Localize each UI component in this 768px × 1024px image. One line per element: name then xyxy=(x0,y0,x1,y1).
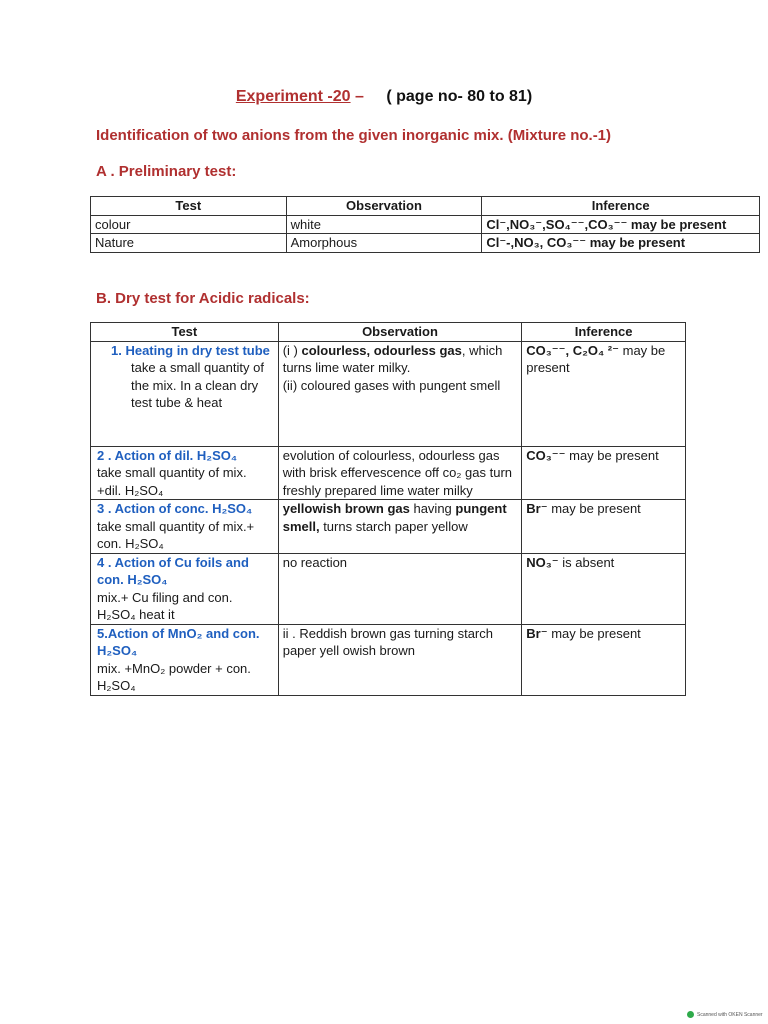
scanner-watermark xyxy=(687,1011,763,1018)
preliminary-test-table xyxy=(90,196,760,253)
cell-observation xyxy=(278,500,522,554)
test-title: 4 . Action of Cu foils and con. H₂SO₄ xyxy=(97,554,249,587)
table-row xyxy=(91,234,760,253)
cell-test xyxy=(91,341,279,446)
page-range: ( page no- 80 to 81) xyxy=(386,88,533,105)
test-title: 1. Heating in dry test tube xyxy=(111,342,270,358)
cell-test xyxy=(91,446,279,500)
table-header-row xyxy=(91,197,760,216)
table-row xyxy=(91,500,686,554)
header-observation: Observation xyxy=(286,197,482,216)
cell-test xyxy=(91,500,279,554)
title-dash: – xyxy=(350,88,364,105)
obs-bold: yellowish brown gas xyxy=(282,501,410,516)
test-body: mix. +MnO₂ powder + con. H₂SO₄ xyxy=(97,660,251,693)
obs-text: (i ) xyxy=(282,342,302,358)
test-title: 2 . Action of dil. H₂SO₄ xyxy=(97,447,238,463)
inf-bold: NO₃⁻ xyxy=(526,554,559,570)
scanner-logo-icon xyxy=(687,1011,694,1018)
inf-bold: CO₃⁻⁻ xyxy=(526,447,566,463)
cell-inference xyxy=(522,624,686,695)
cell-test xyxy=(91,553,279,624)
section-b-heading: B. Dry test for Acidic radicals: xyxy=(96,290,310,307)
header-test: Test xyxy=(91,323,279,342)
experiment-title: Experiment -20 xyxy=(235,88,351,105)
cell-observation: no reaction xyxy=(278,553,522,624)
cell-observation xyxy=(278,341,522,446)
obs-text: (ii) coloured gases with pungent smell xyxy=(282,377,501,393)
test-body: take small quantity of mix.+ con. H₂SO₄ xyxy=(97,518,255,551)
test-title: 3 . Action of conc. H₂SO₄ xyxy=(97,501,253,516)
scanner-text: Scanned with OKEN Scanner xyxy=(697,1011,763,1018)
cell-observation: ii . Reddish brown gas turning starch paper yell owish brown xyxy=(278,624,522,695)
cell-test: colour xyxy=(91,215,287,234)
cell-test xyxy=(91,624,279,695)
test-body: mix.+ Cu filing and con. H₂SO₄ heat it xyxy=(97,589,233,622)
inf-bold: CO₃⁻⁻, C₂O₄ ²⁻ xyxy=(526,342,619,358)
header-inference: Inference xyxy=(522,323,686,342)
header-observation: Observation xyxy=(278,323,522,342)
table-header-row xyxy=(91,323,686,342)
test-body: take small quantity of mix. +dil. H₂SO₄ xyxy=(97,465,247,498)
table-row xyxy=(91,624,686,695)
cell-inference xyxy=(522,446,686,500)
cell-inference: Cl⁻,NO₃⁻,SO₄⁻⁻,CO₃⁻⁻ may be present xyxy=(482,215,760,234)
cell-inference xyxy=(522,553,686,624)
header-test: Test xyxy=(91,197,287,216)
cell-observation: evolution of colourless, odourless gas with brisk effervescence off co₂ gas turn freshly prepared lime water milky xyxy=(278,446,522,500)
header-inference: Inference xyxy=(482,197,760,216)
cell-test: Nature xyxy=(91,234,287,253)
obs-text: having xyxy=(409,501,456,516)
inf-bold: Br⁻ xyxy=(526,501,548,516)
experiment-subtitle: Identification of two anions from the given inorganic mix. (Mixture no.-1) xyxy=(96,127,612,144)
inf-bold: Br⁻ xyxy=(526,625,548,641)
inf-text: may be present xyxy=(565,447,659,463)
test-title: 5.Action of MnO₂ and con. H₂SO₄ xyxy=(97,625,260,658)
test-body: take a small quantity of the mix. In a clean dry test tube & heat xyxy=(131,360,264,410)
section-a-heading: A . Preliminary test: xyxy=(96,163,237,180)
cell-observation: white xyxy=(286,215,482,234)
obs-text: turns starch paper yellow xyxy=(319,518,468,534)
cell-inference xyxy=(522,341,686,446)
table-row xyxy=(91,446,686,500)
page-title xyxy=(0,88,768,106)
inf-text: may be present xyxy=(547,501,641,516)
obs-bold: pungent smell, xyxy=(282,501,507,534)
obs-bold: colourless, odourless gas xyxy=(301,342,462,358)
obs-text: , which turns lime water milky. xyxy=(282,342,503,375)
cell-inference xyxy=(522,500,686,554)
table-row xyxy=(91,341,686,446)
inf-text: is absent xyxy=(558,554,615,570)
table-row xyxy=(91,553,686,624)
dry-test-table xyxy=(90,322,686,696)
inf-text: may be present xyxy=(526,342,666,375)
table-row xyxy=(91,215,760,234)
cell-inference: Cl⁻-,NO₃, CO₃⁻⁻ may be present xyxy=(482,234,760,253)
inf-text: may be present xyxy=(547,625,641,641)
cell-observation: Amorphous xyxy=(286,234,482,253)
